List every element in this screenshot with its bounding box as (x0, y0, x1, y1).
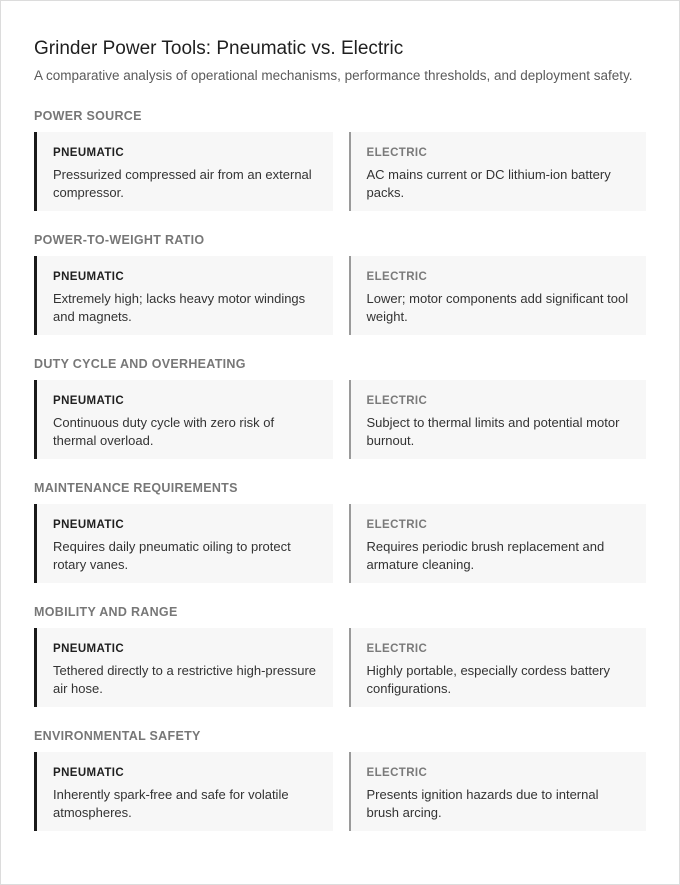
pneumatic-heading: PNEUMATIC (53, 519, 125, 531)
electric-description: Lower; motor components add significant tool weight. (366, 291, 629, 324)
electric-heading: ELECTRIC (366, 643, 428, 655)
electric-card (349, 380, 647, 459)
electric-card (349, 132, 647, 211)
pneumatic-card (34, 380, 333, 459)
section-maintenance (34, 480, 646, 583)
section-label: DUTY CYCLE AND OVERHEATING (34, 357, 246, 371)
electric-description: Subject to thermal limits and potential motor burnout. (366, 415, 620, 448)
pneumatic-card (34, 628, 333, 707)
comparison-row (34, 752, 646, 831)
section-label: MOBILITY AND RANGE (34, 605, 178, 619)
pneumatic-card (34, 132, 333, 211)
pneumatic-description: Pressurized compressed air from an external compressor. (53, 167, 312, 200)
comparison-row (34, 504, 646, 583)
section-mobility (34, 604, 646, 707)
section-label: ENVIRONMENTAL SAFETY (34, 729, 201, 743)
section-label: POWER SOURCE (34, 109, 142, 123)
comparison-row (34, 132, 646, 211)
section-duty-cycle (34, 356, 646, 459)
pneumatic-heading: PNEUMATIC (53, 395, 125, 407)
section-label: MAINTENANCE REQUIREMENTS (34, 481, 238, 495)
electric-heading: ELECTRIC (366, 271, 428, 283)
electric-card (349, 256, 647, 335)
electric-card (349, 504, 647, 583)
electric-card (349, 752, 647, 831)
electric-description: Requires periodic brush replacement and armature cleaning. (366, 539, 605, 572)
comparison-row (34, 628, 646, 707)
section-power-source (34, 108, 646, 211)
pneumatic-card (34, 256, 333, 335)
comparison-sections (34, 108, 646, 831)
pneumatic-card (34, 504, 333, 583)
pneumatic-description: Inherently spark-free and safe for volatile atmospheres. (53, 787, 289, 820)
electric-description: Highly portable, especially cordess battery configurations. (366, 663, 611, 696)
electric-heading: ELECTRIC (366, 519, 428, 531)
pneumatic-description: Tethered directly to a restrictive high-pressure air hose. (53, 663, 317, 696)
pneumatic-description: Extremely high; lacks heavy motor windings and magnets. (53, 291, 306, 324)
electric-heading: ELECTRIC (366, 147, 428, 159)
page-title: Grinder Power Tools: Pneumatic vs. Electric (34, 38, 404, 59)
comparison-row (34, 380, 646, 459)
section-label: POWER-TO-WEIGHT RATIO (34, 233, 205, 247)
electric-description: AC mains current or DC lithium-ion battery packs. (366, 167, 611, 200)
pneumatic-heading: PNEUMATIC (53, 147, 125, 159)
electric-heading: ELECTRIC (366, 395, 428, 407)
pneumatic-heading: PNEUMATIC (53, 767, 125, 779)
section-environmental-safety (34, 728, 646, 831)
pneumatic-description: Continuous duty cycle with zero risk of thermal overload. (53, 415, 275, 448)
pneumatic-heading: PNEUMATIC (53, 643, 125, 655)
electric-card (349, 628, 647, 707)
electric-description: Presents ignition hazards due to internal brush arcing. (366, 787, 599, 820)
pneumatic-card (34, 752, 333, 831)
comparison-row (34, 256, 646, 335)
page-subtitle: A comparative analysis of operational mechanisms, performance thresholds, and deployment safety. (34, 68, 633, 83)
section-power-to-weight (34, 232, 646, 335)
pneumatic-heading: PNEUMATIC (53, 271, 125, 283)
electric-heading: ELECTRIC (366, 767, 428, 779)
pneumatic-description: Requires daily pneumatic oiling to protect rotary vanes. (53, 539, 291, 572)
